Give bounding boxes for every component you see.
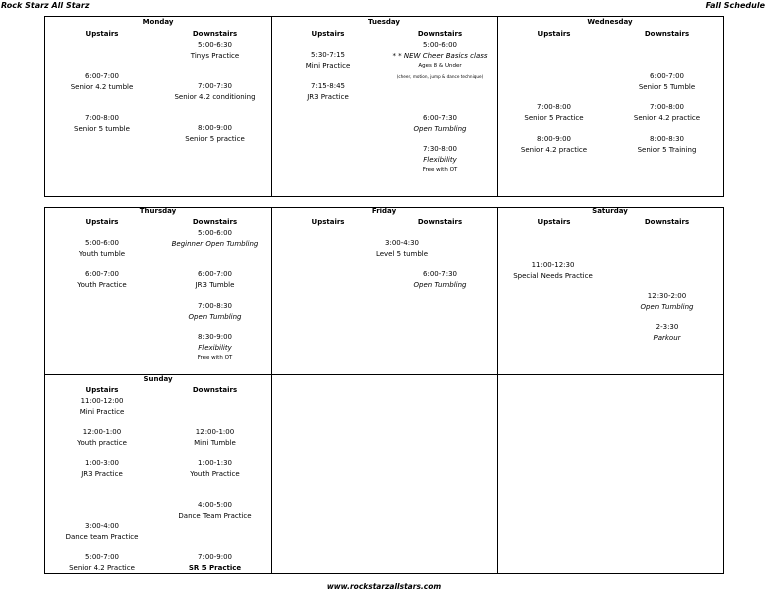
schedule-entry	[42, 552, 162, 573]
entry-activity: Senior 4.2 practice	[520, 145, 588, 154]
entry-note: Free with OT	[197, 355, 233, 361]
entry-activity: Senior 5 tumble	[74, 124, 130, 133]
entry-time: 12:00-1:00	[82, 428, 122, 436]
entry-note: Free with OT	[422, 167, 458, 173]
day-sunday: Sunday	[143, 375, 173, 383]
entry-time: 12:30-2:00	[647, 292, 687, 300]
entry-activity: Senior 4.2 practice	[633, 113, 701, 122]
entry-time: 5:00-6:00	[198, 229, 232, 237]
entry-time: 12:00-1:00	[195, 428, 235, 436]
col-downstairs: Downstairs	[192, 218, 238, 226]
entry-activity: Beginner Open Tumbling	[171, 239, 259, 248]
schedule-entry	[607, 322, 727, 343]
entry-time: 7:00-7:30	[198, 82, 232, 90]
col-downstairs: Downstairs	[644, 218, 690, 226]
entry-activity: Senior 5 Training	[637, 145, 697, 154]
col-upstairs: Upstairs	[85, 30, 119, 38]
schedule-entry	[268, 50, 388, 71]
col-upstairs: Upstairs	[85, 218, 119, 226]
schedule-entry	[380, 113, 500, 134]
col-downstairs: Downstairs	[192, 386, 238, 394]
schedule-entry	[155, 301, 275, 322]
entry-time: 1:00-1:30	[198, 459, 232, 467]
entry-time: 5:00-6:00	[423, 41, 457, 49]
entry-activity: Senior 4.2 tumble	[70, 82, 134, 91]
entry-activity: Dance team Practice	[65, 532, 139, 541]
entry-activity: Senior 5 practice	[185, 134, 245, 143]
entry-time: 11:00-12:30	[531, 261, 575, 269]
schedule-entry	[155, 269, 275, 290]
col-downstairs: Downstairs	[417, 218, 463, 226]
entry-time: 7:30-8:00	[423, 145, 457, 153]
day-saturday: Saturday	[592, 207, 628, 215]
day-tuesday: Tuesday	[368, 18, 400, 26]
entry-time: 3:00-4:00	[85, 522, 119, 530]
entry-time: 7:00-8:00	[85, 114, 119, 122]
entry-time: 3:00-4:30	[385, 239, 419, 247]
col-upstairs: Upstairs	[537, 30, 571, 38]
entry-time: 7:00-9:00	[198, 553, 232, 561]
schedule-entry	[607, 71, 727, 92]
schedule-entry	[155, 332, 275, 364]
schedule-entry	[380, 269, 500, 290]
website-link[interactable]: www.rockstarzallstars.com	[326, 582, 442, 591]
entry-activity: Special Needs Practice	[513, 271, 593, 280]
entry-activity: Open Tumbling	[413, 124, 467, 133]
schedule-entry	[42, 113, 162, 134]
entry-activity: Youth Practice	[77, 280, 127, 289]
entry-time: 6:00-7:00	[650, 72, 684, 80]
entry-activity: Mini Practice	[79, 407, 125, 416]
schedule-entry	[155, 81, 275, 102]
col-downstairs: Downstairs	[644, 30, 690, 38]
schedule-entry	[155, 123, 275, 144]
col-downstairs: Downstairs	[417, 30, 463, 38]
col-upstairs: Upstairs	[311, 218, 345, 226]
col-downstairs: Downstairs	[192, 30, 238, 38]
entry-activity: Flexibility	[423, 155, 457, 164]
entry-time: 8:00-9:00	[537, 135, 571, 143]
entry-time: 6:00-7:00	[85, 270, 119, 278]
col-upstairs: Upstairs	[85, 386, 119, 394]
schedule-entry	[607, 291, 727, 312]
entry-activity: JR3 Practice	[307, 92, 349, 101]
schedule-entry	[42, 238, 162, 259]
schedule-entry	[268, 81, 388, 102]
schedule-entry	[42, 269, 162, 290]
entry-time: 11:00-12:00	[80, 397, 124, 405]
entry-activity: Senior 4.2 conditioning	[174, 92, 256, 101]
entry-time: 7:15-8:45	[311, 82, 345, 90]
entry-activity: * * NEW Cheer Basics class	[392, 51, 488, 60]
entry-time: 6:00-7:00	[85, 72, 119, 80]
entry-time: 6:00-7:00	[198, 270, 232, 278]
entry-note: Ages 8 & Under	[418, 63, 462, 69]
entry-activity: Senior 5 Tumble	[638, 82, 696, 91]
schedule-entry	[42, 521, 162, 542]
col-upstairs: Upstairs	[537, 218, 571, 226]
entry-time: 5:00-6:30	[198, 41, 232, 49]
day-thursday: Thursday	[139, 207, 177, 215]
schedule-entry	[380, 40, 500, 82]
schedule-entry	[494, 102, 614, 123]
schedule-entry	[380, 144, 500, 176]
day-friday: Friday	[371, 207, 397, 215]
entry-activity: Open Tumbling	[188, 312, 242, 321]
schedule-title: Fall Schedule	[705, 1, 765, 10]
entry-time: 8:30-9:00	[198, 333, 232, 341]
entry-activity: Youth practice	[77, 438, 127, 447]
entry-activity: SR 5 Practice	[188, 563, 242, 572]
entry-activity: Mini Practice	[305, 61, 351, 70]
entry-time: 6:00-7:30	[423, 270, 457, 278]
schedule-entry	[42, 458, 162, 479]
entry-activity: Flexibility	[198, 343, 232, 352]
schedule-entry	[42, 71, 162, 92]
entry-activity: Tinys Practice	[190, 51, 240, 60]
entry-activity: Open Tumbling	[640, 302, 694, 311]
schedule-entry	[607, 102, 727, 123]
entry-activity: Open Tumbling	[413, 280, 467, 289]
entry-activity: Senior 4.2 Practice	[69, 563, 135, 572]
col-upstairs: Upstairs	[311, 30, 345, 38]
entry-time: 8:00-9:00	[198, 124, 232, 132]
entry-time: 8:00-8:30	[650, 135, 684, 143]
schedule-entry	[155, 40, 275, 61]
entry-activity: Dance Team Practice	[178, 511, 252, 520]
schedule-entry	[494, 134, 614, 155]
entry-time: 7:00-8:30	[198, 302, 232, 310]
entry-time: 2-3:30	[655, 323, 679, 331]
entry-time: 7:00-8:00	[537, 103, 571, 111]
day-monday: Monday	[142, 18, 174, 26]
schedule-entry	[607, 134, 727, 155]
entry-activity: Youth Practice	[190, 469, 240, 478]
entry-note: (cheer, motion, jump & dance technique)	[396, 73, 484, 79]
entry-time: 5:30-7:15	[311, 51, 345, 59]
schedule-entry	[42, 396, 162, 417]
entry-time: 7:00-8:00	[650, 103, 684, 111]
gym-name: Rock Starz All Starz	[1, 1, 90, 10]
entry-activity: Level 5 tumble	[375, 249, 429, 258]
entry-activity: Senior 5 Practice	[524, 113, 584, 122]
entry-time: 6:00-7:30	[423, 114, 457, 122]
schedule-entry	[155, 427, 275, 448]
entry-time: 1:00-3:00	[85, 459, 119, 467]
schedule-entry	[155, 500, 275, 521]
schedule-entry	[155, 552, 275, 573]
entry-activity: JR3 Practice	[81, 469, 123, 478]
entry-activity: Parkour	[653, 333, 681, 342]
day-wednesday: Wednesday	[587, 18, 633, 26]
entry-activity: Mini Tumble	[194, 438, 236, 447]
schedule-entry	[155, 458, 275, 479]
entry-time: 5:00-6:00	[85, 239, 119, 247]
schedule-entry	[42, 427, 162, 448]
entry-time: 4:00-5:00	[198, 501, 232, 509]
entry-activity: Youth tumble	[78, 249, 126, 258]
schedule-entry	[342, 238, 462, 259]
entry-activity: JR3 Tumble	[195, 280, 235, 289]
schedule-entry	[155, 228, 275, 249]
schedule-entry	[493, 260, 613, 281]
entry-time: 5:00-7:00	[85, 553, 119, 561]
